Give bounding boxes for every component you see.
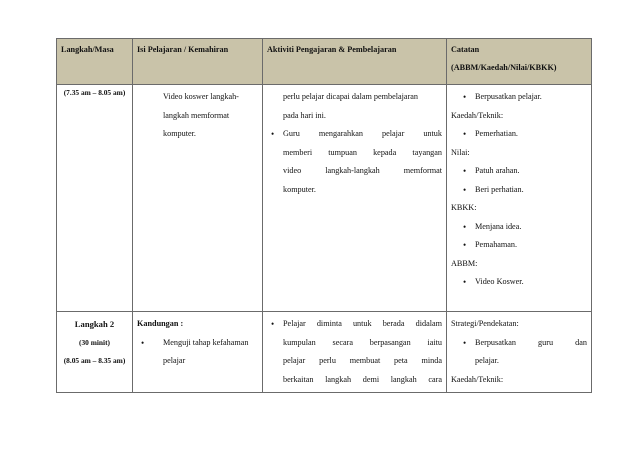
row2-content-line: pelajar xyxy=(163,356,186,365)
row1-content-line: langkah memformat xyxy=(163,110,230,120)
table-row xyxy=(57,85,592,312)
row1-activity-line: video langkah-langkah memformat xyxy=(283,166,442,175)
notes-bullet: • Video Koswer. xyxy=(451,273,587,292)
row1-notes-cell xyxy=(447,85,592,312)
row1-content-line: komputer. xyxy=(163,129,196,138)
row2-activity-bullet: • Pelajar diminta untuk berada didalam xyxy=(267,315,442,334)
row2-activity-cell xyxy=(263,312,447,393)
notes-bullet: • Pemahaman. xyxy=(451,236,587,255)
row2-content-cell xyxy=(133,312,263,393)
row2-time-cell xyxy=(57,312,133,393)
row1-activity-line: perlu pelajar dicapai dalam pembelajaran xyxy=(283,92,419,101)
header-catatan-subtitle: (ABBM/Kaedah/Nilai/KBKK) xyxy=(451,63,557,73)
row2-activity-line: pelajar perlu membuat peta minda xyxy=(283,356,442,365)
row1-activity-line: memberi tumpuan kepada tayangan xyxy=(283,147,442,157)
header-isi-pelajaran: Isi Pelajaran / Kemahiran xyxy=(133,39,263,85)
row2-duration: (30 minit) xyxy=(79,337,110,347)
lesson-plan-table xyxy=(56,38,592,393)
row2-content-label: Kandungan : xyxy=(137,319,184,328)
row2-strategi-label: Strategi/Pendekatan: xyxy=(451,319,519,328)
notes-nilai-label: Nilai: xyxy=(451,147,470,157)
notes-bullet: • Patuh arahan. xyxy=(451,162,587,181)
header-catatan xyxy=(447,39,592,85)
notes-kaedah-label: Kaedah/Teknik: xyxy=(451,110,504,120)
row2-content-bullet: • Menguji tahap kefahaman xyxy=(137,334,258,353)
notes-bullet: • Menjana idea. xyxy=(451,218,587,237)
header-row xyxy=(57,39,592,85)
row1-content-cell xyxy=(133,85,263,312)
notes-bullet: • Beri perhatian. xyxy=(451,181,587,200)
header-catatan-title: Catatan xyxy=(451,45,480,54)
notes-abbm-label: ABBM: xyxy=(451,258,478,268)
row1-activity-line: komputer. xyxy=(283,184,316,194)
row2-kaedah-label: Kaedah/Teknik: xyxy=(451,374,504,384)
row2-activity-line: kumpulan secara berpasangan iaitu xyxy=(283,337,442,347)
notes-bullet: • Berpusatkan guru dan xyxy=(451,334,587,353)
header-langkah-masa: Langkah/Masa xyxy=(57,39,133,85)
row2-activity-line: berkaitan langkah demi langkah cara xyxy=(283,374,442,384)
table-row xyxy=(57,312,592,393)
row1-time-cell xyxy=(57,85,133,312)
row2-step: Langkah 2 xyxy=(74,319,115,329)
notes-bullet: • Berpusatkan pelajar. xyxy=(451,88,587,107)
row1-activity-bullet: • Guru mengarahkan pelajar untuk xyxy=(267,125,442,144)
row1-activity-cell xyxy=(263,85,447,312)
notes-bullet: • Pemerhatian. xyxy=(451,125,587,144)
row1-time: (7.35 am – 8.05 am) xyxy=(63,88,126,97)
header-aktiviti: Aktiviti Pengajaran & Pembelajaran xyxy=(263,39,447,85)
row1-content-line: Video koswer langkah- xyxy=(163,92,239,101)
notes-kbkk-label: KBKK: xyxy=(451,203,477,212)
row2-notes-cell xyxy=(447,312,592,393)
row2-time: (8.05 am – 8.35 am) xyxy=(63,356,126,365)
row1-activity-line: pada hari ini. xyxy=(283,110,326,120)
notes-line: pelajar. xyxy=(475,356,499,365)
